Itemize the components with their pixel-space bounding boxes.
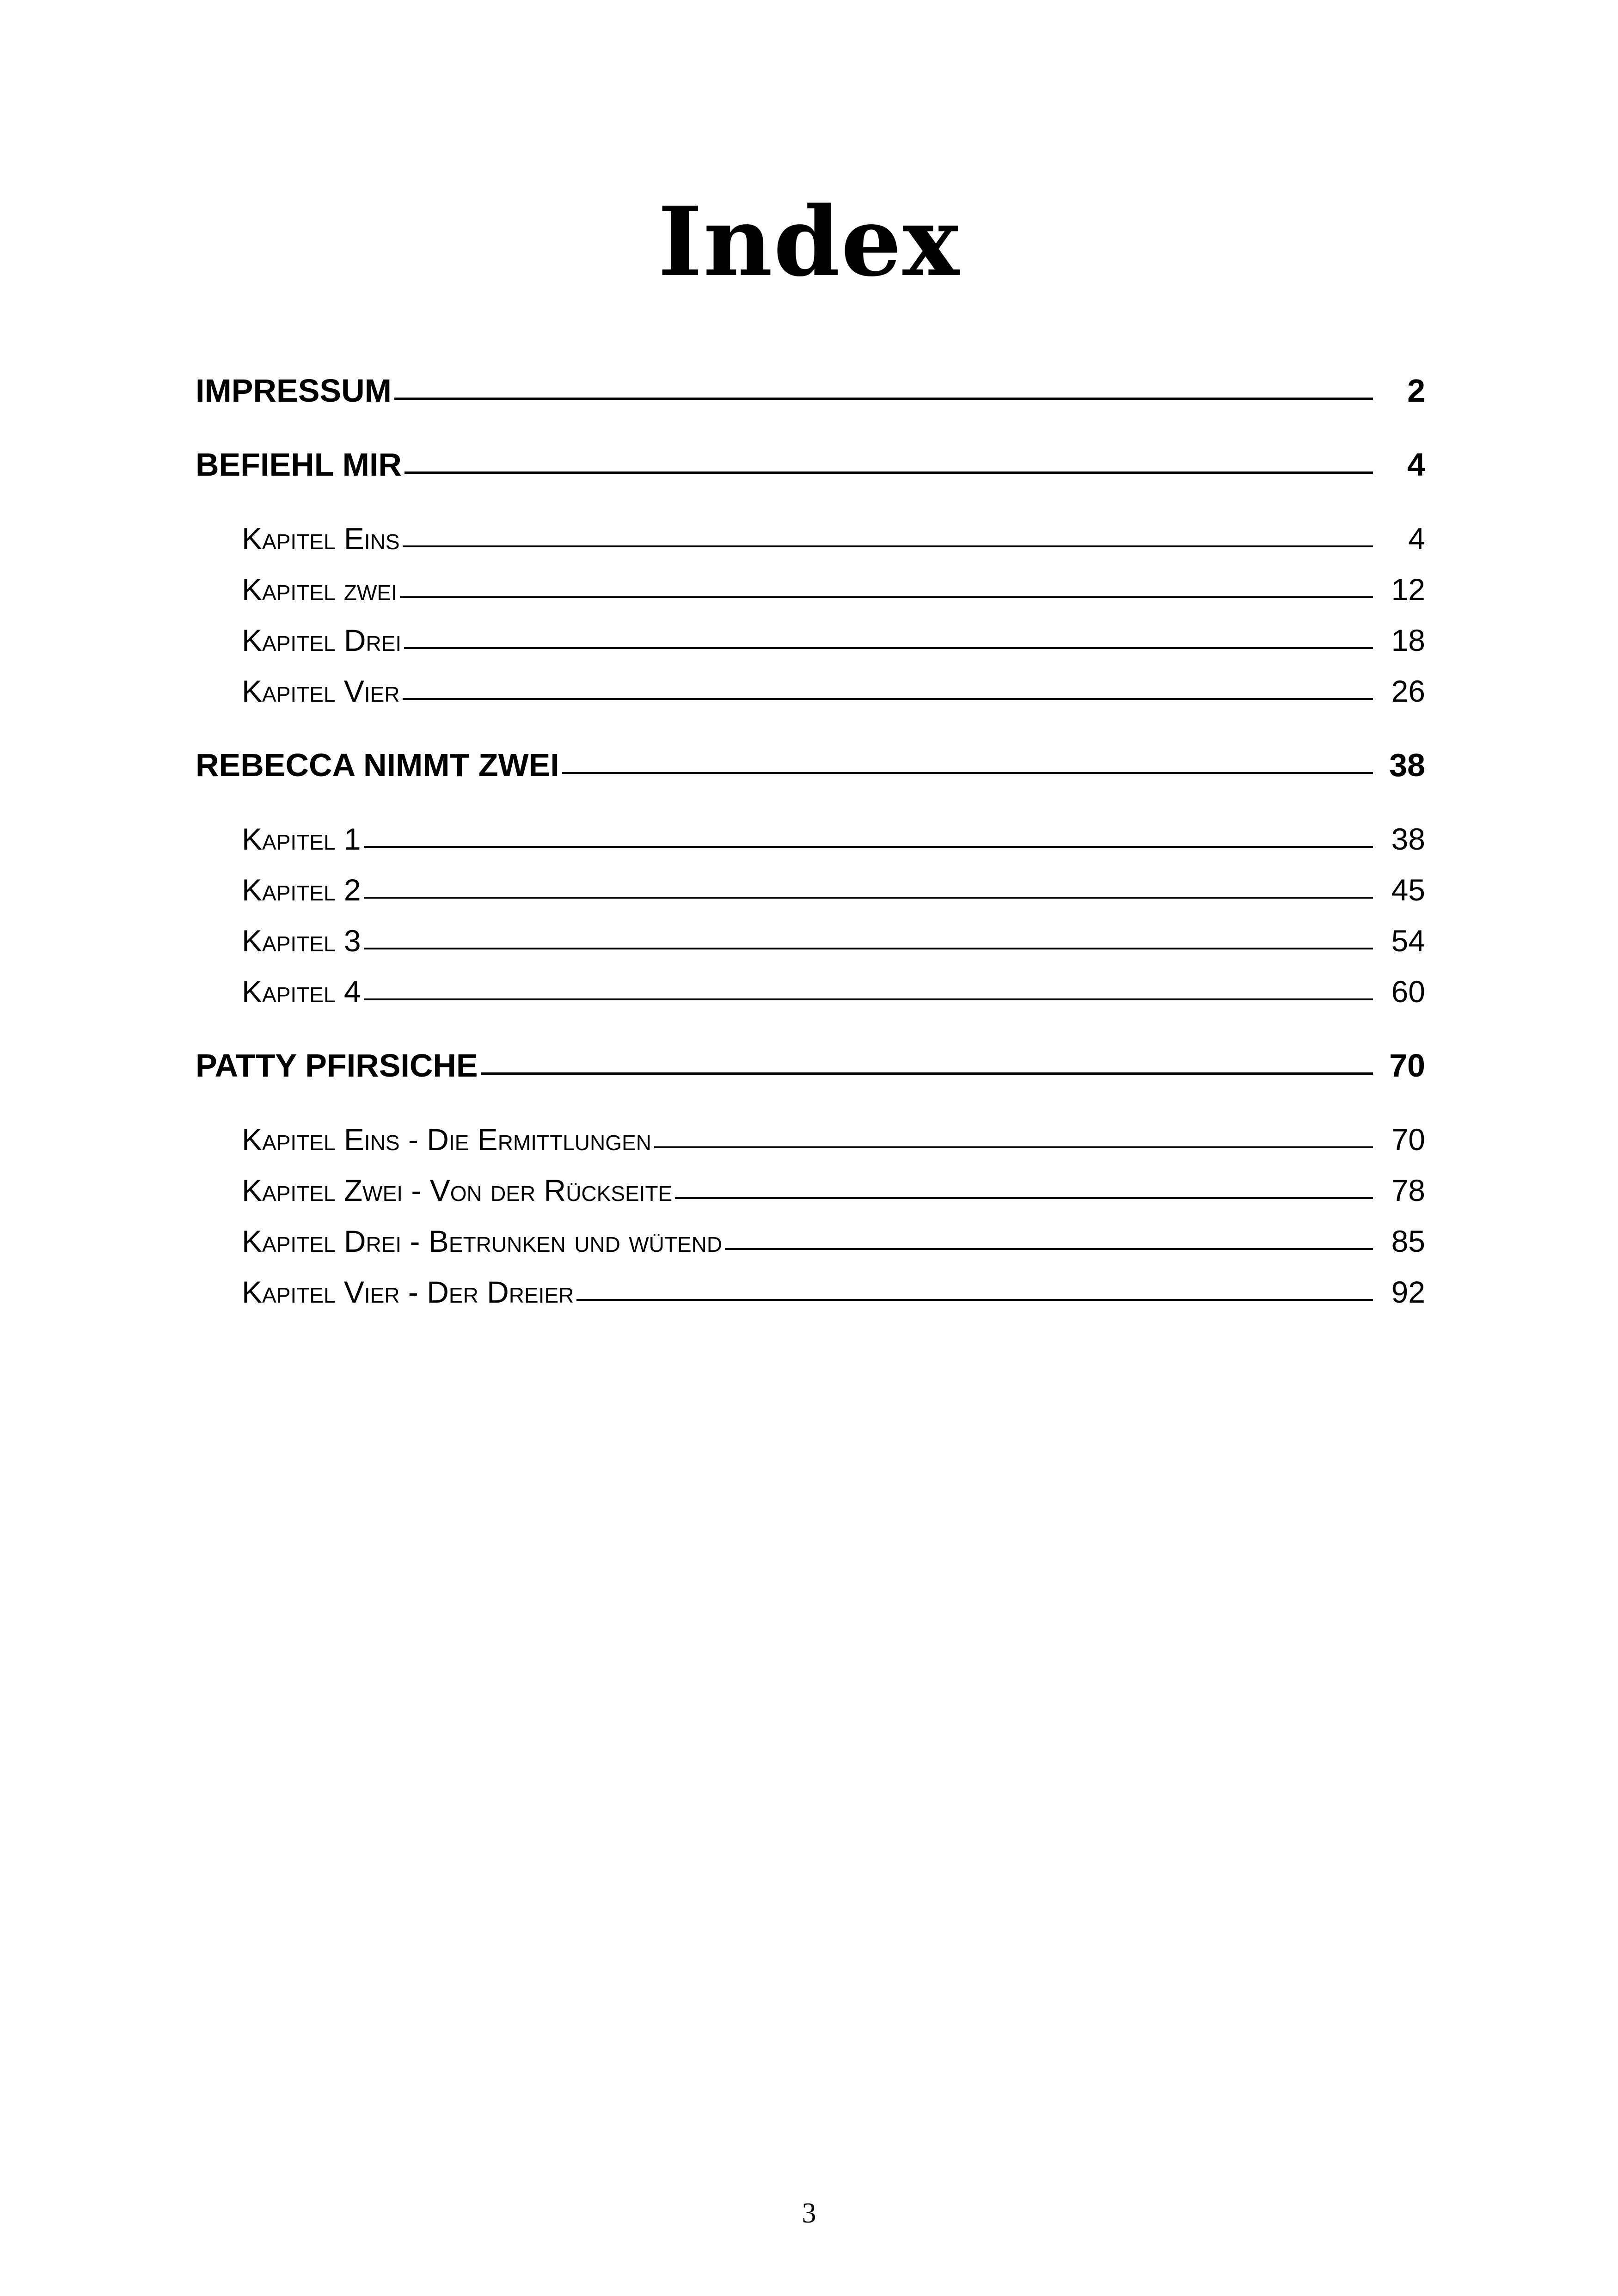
- toc-subentry-label: Kapitel zwei: [242, 572, 397, 606]
- toc-subentry[interactable]: [196, 864, 1425, 915]
- toc-subentry[interactable]: [196, 1114, 1425, 1165]
- toc-subentry-label: Kapitel Eins: [242, 521, 400, 556]
- toc-subentry[interactable]: [196, 915, 1425, 966]
- toc-subentry-label: Kapitel Zwei - Von der Rückseite: [242, 1173, 673, 1207]
- toc-entry-page: 70: [1389, 1047, 1425, 1084]
- toc-spacer: [196, 1017, 1425, 1040]
- toc-leader-line: [725, 1248, 1373, 1250]
- toc-entry-befiehl-mir[interactable]: [196, 439, 1425, 513]
- table-of-contents: [196, 365, 1425, 1317]
- toc-subentry-page: 45: [1391, 873, 1425, 907]
- toc-leader-line: [403, 698, 1373, 700]
- toc-leader-line: [364, 897, 1373, 899]
- toc-subentry-page: 92: [1391, 1275, 1425, 1309]
- toc-leader-line: [404, 471, 1373, 474]
- toc-subentry[interactable]: [196, 513, 1425, 564]
- toc-subentry-label: Kapitel Drei - Betrunken und wütend: [242, 1224, 723, 1258]
- toc-section: [196, 365, 1425, 439]
- toc-section: [196, 740, 1425, 1040]
- toc-subentry[interactable]: [196, 1216, 1425, 1267]
- toc-subentry-label: Kapitel 3: [242, 924, 361, 958]
- toc-subentry[interactable]: [196, 1165, 1425, 1216]
- toc-entry-label: REBECCA NIMMT ZWEI: [196, 747, 559, 783]
- toc-subentry[interactable]: [196, 814, 1425, 864]
- toc-subentry-page: 4: [1408, 521, 1425, 556]
- toc-subentry-page: 38: [1391, 822, 1425, 856]
- toc-subentry-label: Kapitel Eins - Die Ermittlungen: [242, 1122, 651, 1157]
- toc-entry-patty-pfirsiche[interactable]: [196, 1040, 1425, 1114]
- toc-entry-label: PATTY PFIRSICHE: [196, 1047, 478, 1084]
- page-number: 3: [802, 2198, 816, 2229]
- toc-leader-line: [576, 1299, 1373, 1301]
- toc-subentry-page: 60: [1391, 974, 1425, 1009]
- toc-leader-line: [364, 948, 1373, 949]
- toc-leader-line: [364, 998, 1373, 1000]
- toc-entry-impressum[interactable]: [196, 365, 1425, 439]
- toc-entry-rebecca-nimmt-zwei[interactable]: [196, 740, 1425, 814]
- toc-subentry-label: Kapitel Vier: [242, 674, 400, 708]
- toc-leader-line: [403, 545, 1373, 547]
- toc-leader-line: [481, 1072, 1373, 1075]
- toc-section: [196, 1040, 1425, 1317]
- toc-entry-page: 4: [1407, 447, 1425, 483]
- toc-entry-page: 38: [1389, 747, 1425, 783]
- toc-leader-line: [394, 398, 1373, 400]
- toc-entry-page: 2: [1407, 373, 1425, 409]
- toc-leader-line: [364, 846, 1373, 848]
- toc-leader-line: [400, 596, 1373, 598]
- toc-subentry[interactable]: [196, 564, 1425, 615]
- toc-subentry-label: Kapitel 4: [242, 974, 361, 1009]
- toc-subentry[interactable]: [196, 966, 1425, 1017]
- toc-subentry[interactable]: [196, 615, 1425, 666]
- page-title: Index: [657, 186, 961, 298]
- toc-leader-line: [675, 1197, 1373, 1199]
- toc-spacer: [196, 716, 1425, 740]
- toc-subentry-page: 78: [1391, 1173, 1425, 1207]
- toc-leader-line: [404, 647, 1373, 649]
- toc-subentry-label: Kapitel 1: [242, 822, 361, 856]
- toc-entry-label: IMPRESSUM: [196, 373, 392, 409]
- toc-subentry-page: 70: [1391, 1122, 1425, 1157]
- toc-subentry-page: 26: [1391, 674, 1425, 708]
- toc-section: [196, 439, 1425, 740]
- toc-subentry[interactable]: [196, 1267, 1425, 1317]
- toc-entry-label: BEFIEHL MIR: [196, 447, 402, 483]
- toc-subentry-label: Kapitel 2: [242, 873, 361, 907]
- toc-subentry-page: 54: [1391, 924, 1425, 958]
- toc-subentry-label: Kapitel Vier - Der Dreier: [242, 1275, 574, 1309]
- toc-subentry-page: 18: [1391, 623, 1425, 657]
- toc-subentry-page: 12: [1391, 572, 1425, 606]
- toc-subentry-page: 85: [1391, 1224, 1425, 1258]
- toc-leader-line: [654, 1146, 1373, 1148]
- toc-subentry-label: Kapitel Drei: [242, 623, 402, 657]
- toc-leader-line: [562, 772, 1373, 774]
- toc-subentry[interactable]: [196, 666, 1425, 716]
